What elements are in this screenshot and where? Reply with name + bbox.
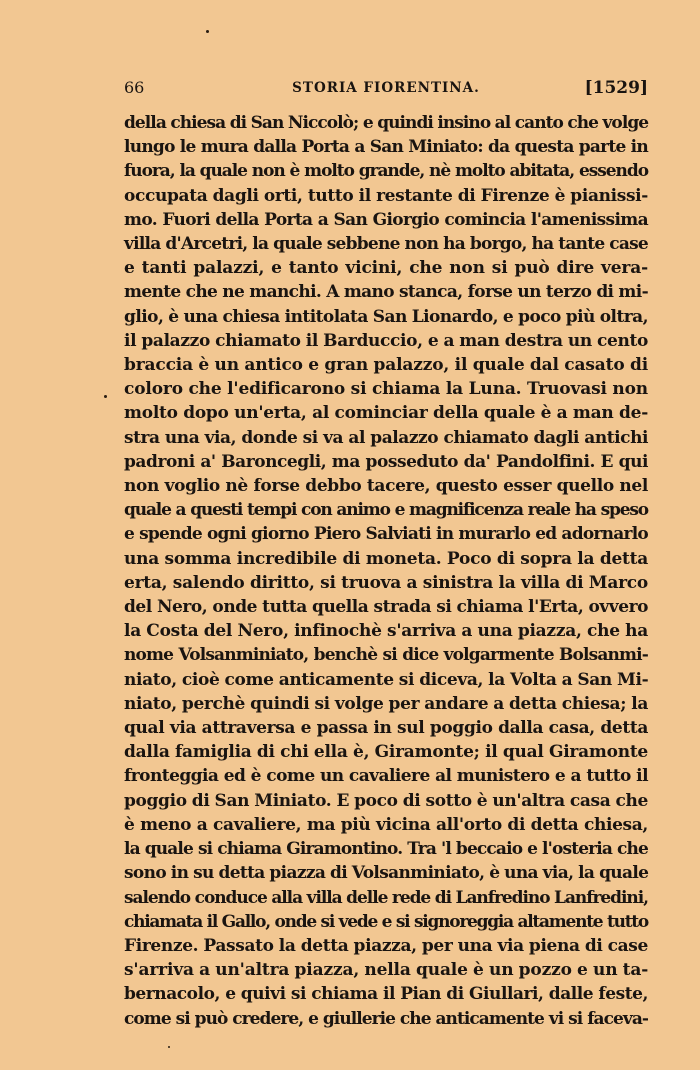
text-line: del Nero, onde tutta quella strada si chiama l'Erta, ovvero bbox=[124, 597, 648, 618]
year-marker: [1529] bbox=[584, 78, 648, 98]
text-line: fuora, la quale non è molto grande, nè molto abitata, essendo bbox=[124, 161, 648, 182]
text-line: e spende ogni giorno Piero Salviati in murarlo ed adornarlo bbox=[124, 524, 648, 545]
ink-speck bbox=[104, 395, 107, 398]
text-line: mo. Fuori della Porta a San Giorgio comincia l'amenissima bbox=[124, 209, 648, 230]
ink-speck bbox=[168, 1046, 170, 1048]
text-line: Firenze. Passato la detta piazza, per una via piena di case bbox=[124, 935, 648, 956]
running-title: STORIA FIORENTINA. bbox=[292, 80, 480, 96]
text-line: come si può credere, e giullerie che anticamente vi si faceva- bbox=[124, 1008, 648, 1029]
text-line: coloro che l'edificarono si chiama la Luna. Truovasi non bbox=[124, 379, 648, 400]
ink-speck bbox=[206, 30, 209, 33]
text-line: chiamata il Gallo, onde si vede e si signoreggia altamente tutto bbox=[124, 911, 648, 932]
text-line: occupata dagli orti, tutto il restante di Firenze è pianissi- bbox=[124, 185, 648, 206]
text-line: della chiesa di San Niccolò; e quindi insino al canto che volge bbox=[124, 113, 649, 133]
text-line: sono in su detta piazza di Volsanminiato, è una via, la quale bbox=[124, 863, 649, 884]
text-line: erta, salendo diritto, si truova a sinistra la villa di Marco bbox=[124, 572, 648, 593]
text-line: salendo conduce alla villa delle rede di Lanfredino Lanfredini, bbox=[124, 887, 648, 908]
text-line: la quale si chiama Giramontino. Tra 'l beccaio e l'osteria che bbox=[124, 839, 648, 860]
text-line: s'arriva a un'altra piazza, nella quale è un pozzo e un ta- bbox=[124, 960, 649, 981]
text-line: mente che ne manchi. A mano stanca, forse un terzo di mi- bbox=[124, 282, 648, 303]
text-line: una somma incredibile di moneta. Poco di sopra la detta bbox=[124, 548, 648, 569]
text-line: qual via attraversa e passa in sul poggio dalla casa, detta bbox=[124, 718, 648, 739]
text-line: dalla famiglia di chi ella è, Giramonte; il qual Giramonte bbox=[124, 742, 648, 763]
text-line: lungo le mura dalla Porta a San Miniato: da questa parte in bbox=[124, 137, 648, 158]
text-line: e tanti palazzi, e tanto vicini, che non si può dire vera- bbox=[124, 258, 648, 279]
text-line: quale a questi tempi con animo e magnificenza reale ha speso bbox=[124, 500, 648, 521]
text-line: molto dopo un'erta, al cominciar della quale è a man de- bbox=[124, 403, 648, 424]
text-line: niato, perchè quindi si volge per andare a detta chiesa; la bbox=[124, 693, 648, 714]
text-line: la Costa del Nero, infinochè s'arriva a una piazza, che ha bbox=[124, 621, 648, 642]
text-line: braccia è un antico e gran palazzo, il quale dal casato di bbox=[124, 355, 648, 376]
body-text bbox=[124, 111, 648, 1031]
page-header bbox=[124, 78, 648, 102]
text-line: villa d'Arcetri, la quale sebbene non ha borgo, ha tante case bbox=[124, 234, 648, 255]
text-line: bernacolo, e quivi si chiama il Pian di Giullari, dalle feste, bbox=[124, 984, 648, 1005]
page-number: 66 bbox=[124, 78, 145, 97]
text-line: stra una via, donde si va al palazzo chiamato dagli antichi bbox=[124, 427, 648, 448]
text-line: il palazzo chiamato il Barduccio, e a man destra un cento bbox=[124, 330, 648, 351]
text-line: nome Volsanminiato, benchè si dice volgarmente Bolsanmi- bbox=[124, 645, 648, 666]
text-line: è meno a cavaliere, ma più vicina all'orto di detta chiesa, bbox=[124, 814, 648, 835]
text-line: non voglio nè forse debbo tacere, questo esser quello nel bbox=[124, 476, 648, 497]
text-line: padroni a' Baroncegli, ma posseduto da' Pandolfini. E qui bbox=[124, 451, 648, 472]
text-line: fronteggia ed è come un cavaliere al munistero e a tutto il bbox=[124, 766, 648, 787]
text-line: poggio di San Miniato. E poco di sotto è un'altra casa che bbox=[124, 790, 648, 811]
text-line: glio, è una chiesa intitolata San Lionardo, e poco più oltra, bbox=[124, 306, 648, 327]
text-line: niato, cioè come anticamente si diceva, la Volta a San Mi- bbox=[124, 669, 649, 690]
